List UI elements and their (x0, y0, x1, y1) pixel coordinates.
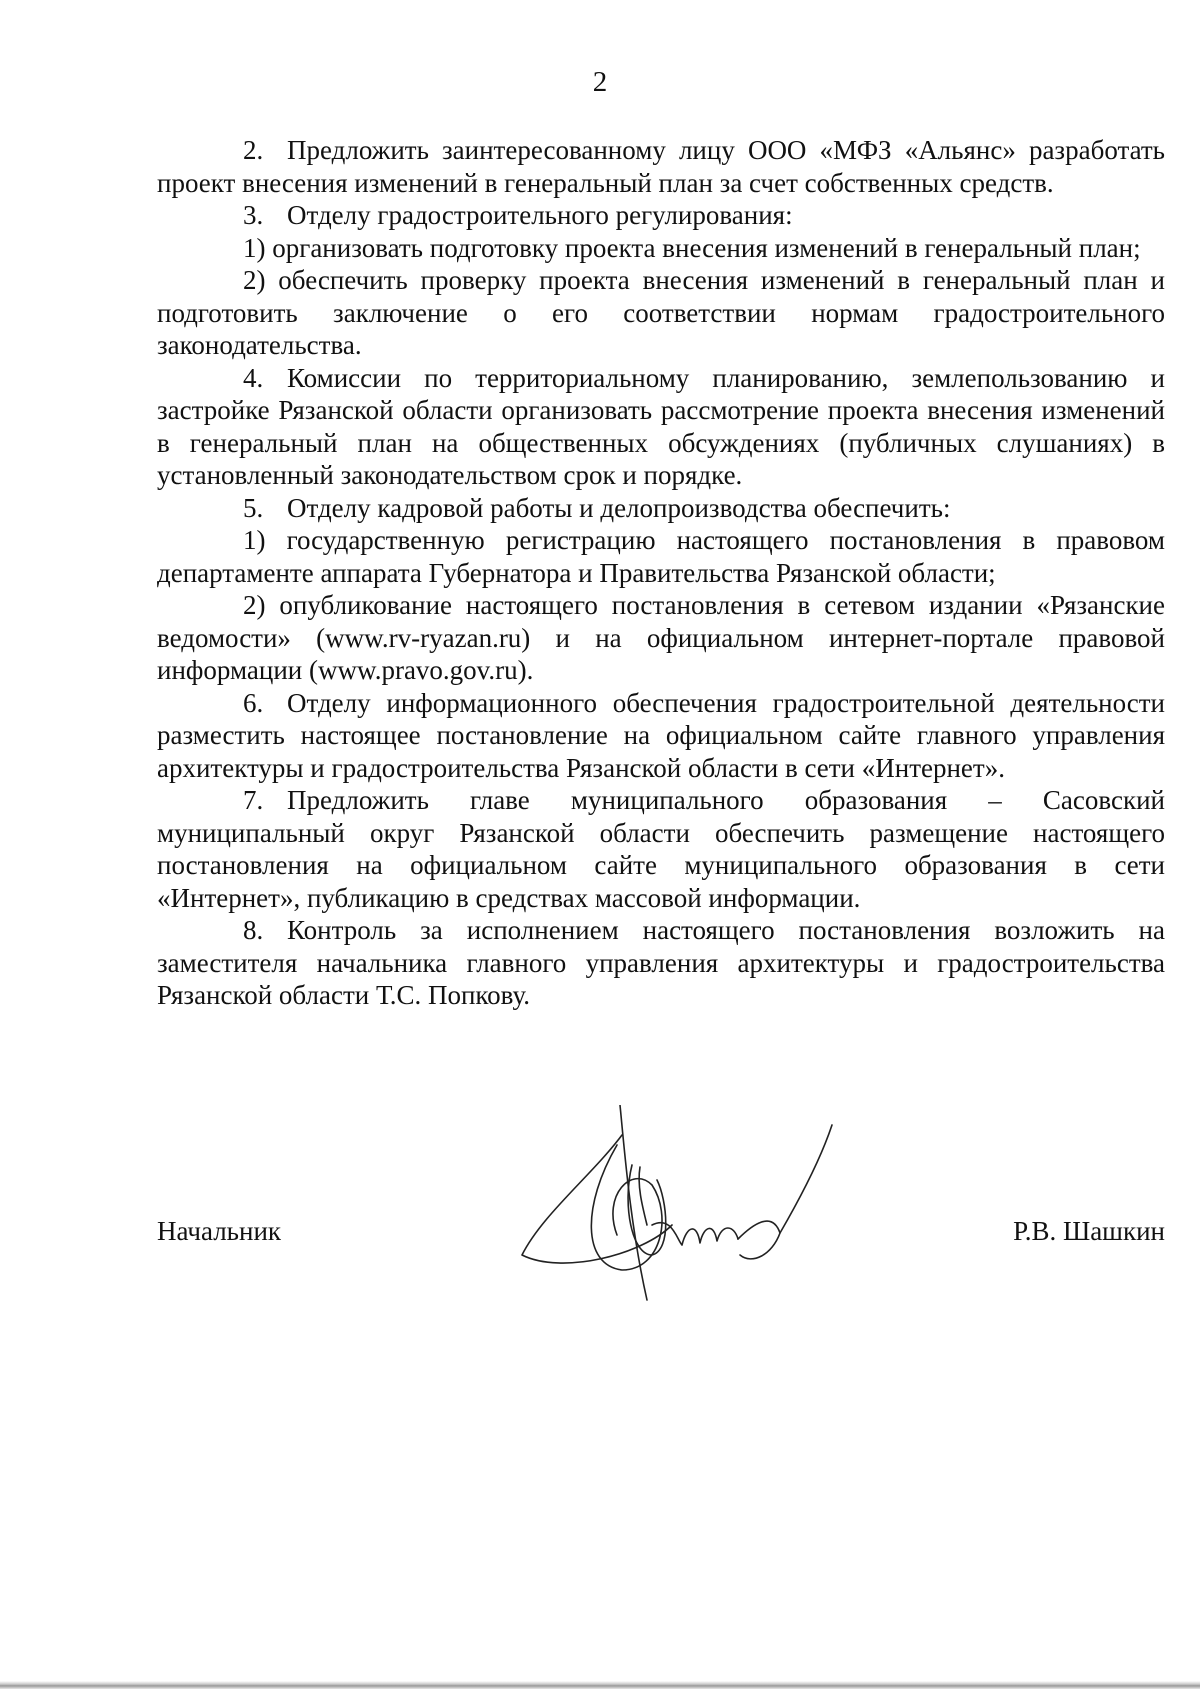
signatory-position: Начальник (157, 1216, 282, 1246)
paragraph-text: 2) опубликование настоящего постановления в сетевом издании «Рязанские ведомости» (www.rv-ryazan.ru) и на официальном интернет-портале правовой информации (www.pravo.gov.ru). (157, 590, 1165, 685)
paragraph-text: Предложить заинтересованному лицу ООО «МФЗ «Альянс» разработать проект внесения изменений в генеральный план за счет собственных средств. (157, 135, 1165, 198)
paragraph-3 (157, 199, 1165, 232)
paragraph-number: 5. (243, 492, 264, 523)
paragraph-number: 8. (243, 915, 264, 945)
signature-block (157, 1105, 1165, 1255)
paragraph-text: Предложить главе муниципального образования – Сасовский муниципальный округ Рязанской области обеспечить размещение настоящего постановления на официальном сайте муниципального образования в сети «Интернет», публикацию в средствах массовой информации. (157, 785, 1165, 913)
paragraph-number: 4. (243, 362, 264, 393)
paragraph-8 (157, 914, 1165, 1012)
paragraph-number: 3. (243, 200, 264, 230)
paragraph-text: Контроль за исполнением настоящего постановления возложить на заместителя начальника главного управления архитектуры и градостроительства Рязанской области Т.С. Попкову. (157, 915, 1165, 1010)
paragraph-3-1 (157, 232, 1165, 265)
paragraph-4 (157, 362, 1165, 492)
paragraph-text: Отделу информационного обеспечения градостроительной деятельности разместить настоящее постановление на официальном сайте главного управления архитектуры и градостроительства Рязанской области в сети «Интернет». (157, 687, 1165, 783)
paragraph-3-2 (157, 264, 1165, 362)
paragraph-number: 6. (243, 687, 264, 718)
handwritten-signature (502, 1105, 842, 1305)
paragraph-6 (157, 687, 1165, 785)
signatory-name: Р.В. Шашкин (1013, 1216, 1165, 1246)
paragraph-number: 2. (243, 135, 264, 165)
paragraph-2 (157, 134, 1165, 199)
paragraph-text: Комиссии по территориальному планированию, землепользованию и застройке Рязанской области организовать рассмотрение проекта внесения изменений в генеральный план на общественных обсуждениях (публичных слушаниях) в установленный законодательством срок и порядке. (157, 362, 1165, 490)
page-number: 2 (592, 66, 608, 98)
paragraph-number: 7. (243, 785, 264, 815)
paragraph-5-1 (157, 524, 1165, 589)
paragraph-text: Отделу кадровой работы и делопроизводства обеспечить: (287, 492, 951, 523)
paragraph-text: 1) государственную регистрацию настоящего постановления в правовом департаменте аппарата Губернатора и Правительства Рязанской области; (157, 525, 1165, 588)
paragraph-7 (157, 784, 1165, 914)
paragraph-text: 1) организовать подготовку проекта внесения изменений в генеральный план; (243, 232, 1141, 263)
paragraph-5 (157, 492, 1165, 525)
document-body (157, 134, 1165, 1012)
paragraph-text: 2) обеспечить проверку проекта внесения изменений в генеральный план и подготовить заключение о его соответствии нормам градостроительного законодательства. (157, 265, 1165, 360)
scan-edge-divider (0, 1681, 1200, 1689)
paragraph-text: Отделу градостроительного регулирования: (287, 200, 793, 230)
paragraph-5-2 (157, 589, 1165, 687)
